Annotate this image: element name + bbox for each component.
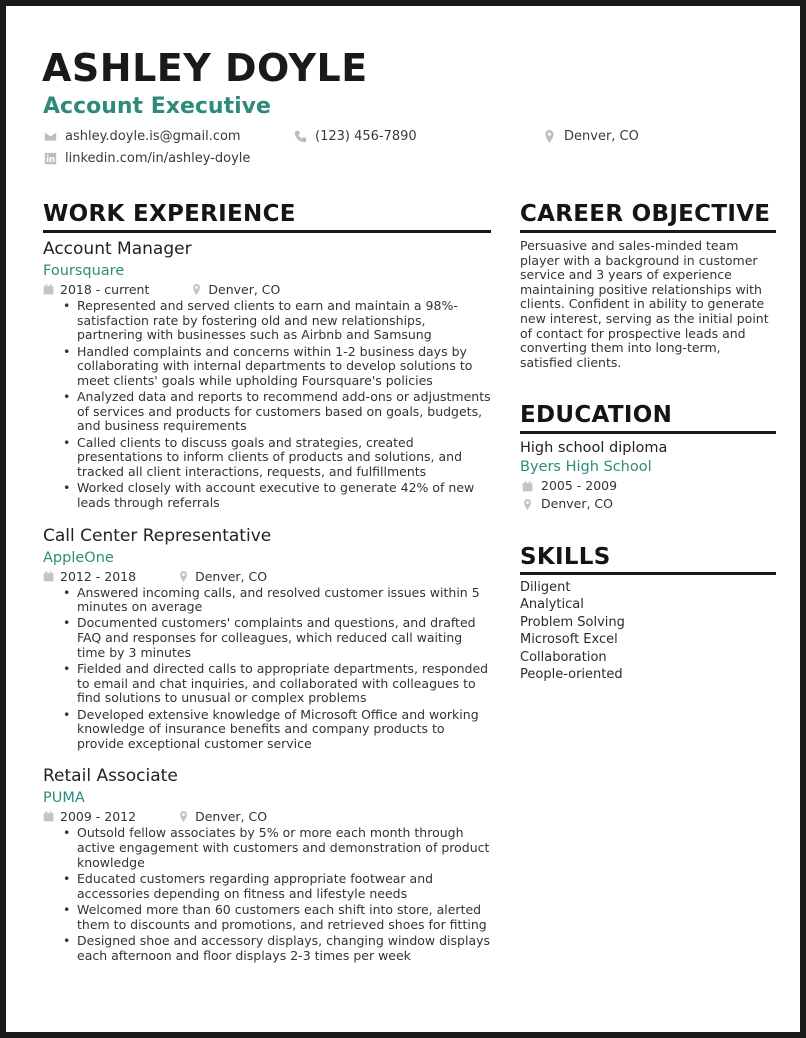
education-school: Byers High School (520, 459, 652, 475)
job-entry (43, 765, 491, 963)
job-meta (43, 568, 491, 585)
work-experience-list (43, 238, 491, 977)
candidate-title: Account Executive (43, 94, 271, 119)
map-pin-icon (178, 811, 189, 822)
map-pin-icon (178, 571, 189, 582)
bullet-item: • Represented and served clients to earn and maintain a 98%-satisfaction rate by fostering old and new relationships, partnering with businesses such as Airbnb and Samsung (63, 299, 491, 343)
job-location: Denver, CO (178, 808, 267, 825)
bullet-item: • Documented customers' complaints and questions, and drafted FAQ and responses for colleagues, which reduced call waiting time by 3 minutes (63, 616, 491, 660)
objective-rule (520, 230, 776, 233)
bullet-item: • Handled complaints and concerns within 1-2 business days by collaborating with internal departments to develop solutions to meet clients' goals while upholding Foursquare's policies (63, 345, 491, 389)
contact-email[interactable] (43, 129, 241, 144)
career-objective-heading: CAREER OBJECTIVE (520, 201, 771, 227)
linkedin-text: linkedin.com/in/ashley-doyle (65, 151, 251, 166)
job-title: Call Center Representative (43, 525, 272, 546)
phone-text: (123) 456-7890 (315, 129, 417, 144)
objective-block (520, 239, 776, 370)
phone-icon (293, 130, 307, 144)
contact-location (542, 129, 639, 144)
calendar-icon (522, 481, 533, 492)
job-title: Account Manager (43, 239, 192, 259)
company-name: AppleOne (43, 549, 114, 566)
map-pin-icon (522, 499, 533, 510)
bullet-item: • Designed shoe and accessory displays, changing window displays each afternoon and floor displays 2-3 times per week (63, 934, 491, 963)
calendar-icon (43, 284, 54, 295)
bullet-item: • Answered incoming calls, and resolved customer issues within 5 minutes on average (63, 586, 491, 615)
bullet-item: • Outsold fellow associates by 5% or more each month through active engagement with customers and demonstration of product knowledge (63, 826, 491, 870)
work-experience-heading: WORK EXPERIENCE (43, 201, 296, 227)
job-dates: 2012 - 2018 (43, 568, 136, 585)
education-rule (520, 431, 776, 434)
location-text: Denver, CO (564, 129, 639, 144)
education-block (520, 438, 776, 513)
skills-heading: SKILLS (520, 544, 611, 570)
skill-item: Diligent (520, 580, 571, 595)
bullet-item: • Developed extensive knowledge of Microsoft Office and working knowledge of insurance benefits and company products to provide exceptional customer service (63, 708, 491, 752)
calendar-icon (43, 571, 54, 582)
bullet-item: • Worked closely with account executive to generate 42% of new leads through referrals (63, 481, 491, 510)
skill-item: Problem Solving (520, 614, 625, 630)
bullet-item: • Educated customers regarding appropriate footwear and accessories depending on fitness and lifestyle needs (63, 872, 491, 901)
skill-item: Collaboration (520, 649, 607, 665)
calendar-icon (43, 811, 54, 822)
bullet-item: • Called clients to discuss goals and strategies, created presentations to inform clients of products and solutions, and tracked all client interactions, requests, and fulfillments (63, 436, 491, 480)
job-bullets (63, 826, 491, 963)
job-bullets (63, 299, 491, 511)
job-title: Retail Associate (43, 766, 178, 787)
candidate-name: ASHLEY DOYLE (42, 46, 368, 90)
map-pin-icon (542, 130, 556, 144)
education-dates: 2005 - 2009 (522, 477, 776, 495)
job-meta (43, 808, 491, 825)
education-degree: High school diploma (520, 440, 668, 456)
job-entry (43, 238, 491, 511)
contact-phone[interactable] (293, 129, 417, 144)
skill-item: Analytical (520, 597, 584, 613)
job-dates: 2018 - current (43, 281, 149, 298)
education-location: Denver, CO (522, 495, 776, 513)
company-name: Foursquare (43, 263, 125, 279)
education-heading: EDUCATION (520, 402, 673, 428)
contact-linkedin[interactable] (43, 151, 250, 166)
company-name: PUMA (43, 790, 85, 807)
skills-list (520, 579, 776, 683)
job-meta (43, 281, 491, 298)
work-rule (43, 230, 491, 233)
bullet-item: • Fielded and directed calls to appropriate departments, responded to email and chat inquiries, and collaborated with colleagues to find solutions to unusual or complex problems (63, 662, 491, 706)
map-pin-icon (191, 284, 202, 295)
job-dates: 2009 - 2012 (43, 808, 136, 825)
job-location: Denver, CO (178, 568, 267, 585)
bullet-item: • Welcomed more than 60 customers each shift into store, alerted them to discounts and promotions, and retrieved shoes for fitting (63, 903, 491, 932)
linkedin-icon (43, 152, 57, 166)
objective-text: Persuasive and sales-minded team player with a background in customer service and 3 years of experience maintaining positive relationships with clients. Confident in ability to generate new interest, serving as the initial point of contact for prospective leads and converting them into long-term, satisfied clients. (520, 238, 769, 370)
job-entry (43, 525, 491, 752)
skill-item: People-oriented (520, 667, 623, 683)
email-text: ashley.doyle.is@gmail.com (65, 129, 241, 144)
skills-rule (520, 572, 776, 575)
job-bullets (63, 586, 491, 752)
job-location: Denver, CO (191, 281, 280, 298)
skill-item: Microsoft Excel (520, 632, 618, 648)
envelope-icon (43, 130, 57, 144)
bullet-item: • Analyzed data and reports to recommend add-ons or adjustments of services and products for customers based on goals, budgets, and business requirements (63, 390, 491, 434)
